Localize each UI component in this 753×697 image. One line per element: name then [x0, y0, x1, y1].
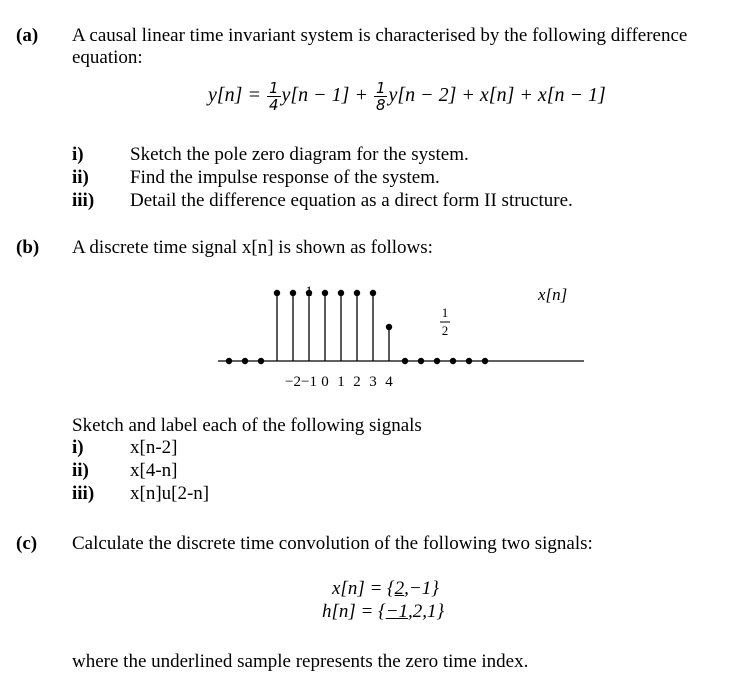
zero-index-note: where the underlined sample represents the zero time index.: [72, 651, 529, 672]
eq-term-1: y[n − 1] +: [281, 84, 368, 107]
part-b-item-text: x[n-2]: [130, 437, 178, 458]
part-a-item-num: i): [72, 144, 84, 165]
signal-title: x[n]: [538, 285, 568, 304]
half-numerator: 1: [441, 305, 449, 320]
part-c-label: (c): [16, 533, 38, 554]
part-a-text-line2: equation:: [72, 47, 143, 68]
stem-sample: [434, 358, 440, 364]
stem-sample: [258, 358, 264, 364]
part-a-label: (a): [16, 25, 39, 46]
stem-sample: [466, 358, 472, 364]
part-b-item-num: i): [72, 437, 84, 458]
x-zero-index-sample: 2: [394, 578, 405, 599]
stem-sample: [418, 358, 424, 364]
part-a-item-text: Detail the difference equation as a direct form II structure.: [130, 190, 573, 211]
tick-label: 0: [321, 374, 329, 390]
part-c-intro: Calculate the discrete time convolution of the following two signals:: [72, 533, 593, 554]
stem-sample: [482, 358, 488, 364]
fraction-denominator: 8: [375, 96, 386, 114]
h-suffix: ,2,1}: [408, 601, 445, 622]
stem-sample: [386, 324, 392, 330]
value-label-one: 1: [305, 284, 313, 300]
tick-label: 4: [385, 374, 393, 390]
stem-sample: [322, 290, 328, 296]
part-a-item-text: Sketch the pole zero diagram for the system.: [130, 144, 469, 165]
fraction-one-quarter: [267, 80, 281, 113]
stem-sample: [226, 358, 232, 364]
eq-lhs: y[n] =: [208, 84, 261, 107]
fraction-one-eighth: [374, 80, 388, 113]
h-prefix: h[n] = {: [322, 601, 386, 622]
fraction-numerator: 1: [268, 79, 279, 97]
x-suffix: ,−1}: [404, 578, 439, 599]
part-b-intro: A discrete time signal x[n] is shown as follows:: [72, 237, 433, 258]
stem-sample: [402, 358, 408, 364]
signal-stem-plot: [210, 275, 590, 400]
stem-sample: [274, 290, 280, 296]
stems: [226, 290, 488, 364]
stem-sample: [242, 358, 248, 364]
part-a-text-line1: A causal linear time invariant system is characterised by the following difference: [72, 25, 688, 46]
part-b-item-text: x[n]u[2-n]: [130, 483, 210, 504]
tick-label: 3: [369, 374, 377, 390]
tick-label: 1: [337, 374, 345, 390]
stem-sample: [450, 358, 456, 364]
x-prefix: x[n] = {: [332, 578, 395, 599]
signal-x-definition: [332, 578, 439, 600]
sketch-intro: Sketch and label each of the following signals: [72, 415, 422, 436]
signal-h-definition: [322, 601, 444, 623]
tick-label: −1: [301, 374, 317, 390]
part-a-item-num: iii): [72, 190, 95, 211]
part-a-item-num: ii): [72, 167, 89, 188]
stem-sample: [354, 290, 360, 296]
part-b-item-num: iii): [72, 483, 95, 504]
difference-equation: [208, 80, 606, 113]
stem-sample: [290, 290, 296, 296]
part-b-item-num: ii): [72, 460, 89, 481]
tick-labels: [285, 374, 393, 390]
tick-label: −2: [285, 374, 301, 390]
part-b-item-text: x[4-n]: [130, 460, 178, 481]
stem-sample: [338, 290, 344, 296]
tick-label: 2: [353, 374, 361, 390]
fraction-numerator: 1: [375, 79, 386, 97]
h-zero-index-sample: −1: [385, 601, 409, 622]
fraction-denominator: 4: [268, 96, 279, 114]
part-a-item-text: Find the impulse response of the system.: [130, 167, 440, 188]
half-denominator: 2: [441, 323, 449, 338]
stem-sample: [370, 290, 376, 296]
eq-term-2: y[n − 2] + x[n] + x[n − 1]: [388, 84, 606, 107]
part-b-label: (b): [16, 237, 40, 258]
